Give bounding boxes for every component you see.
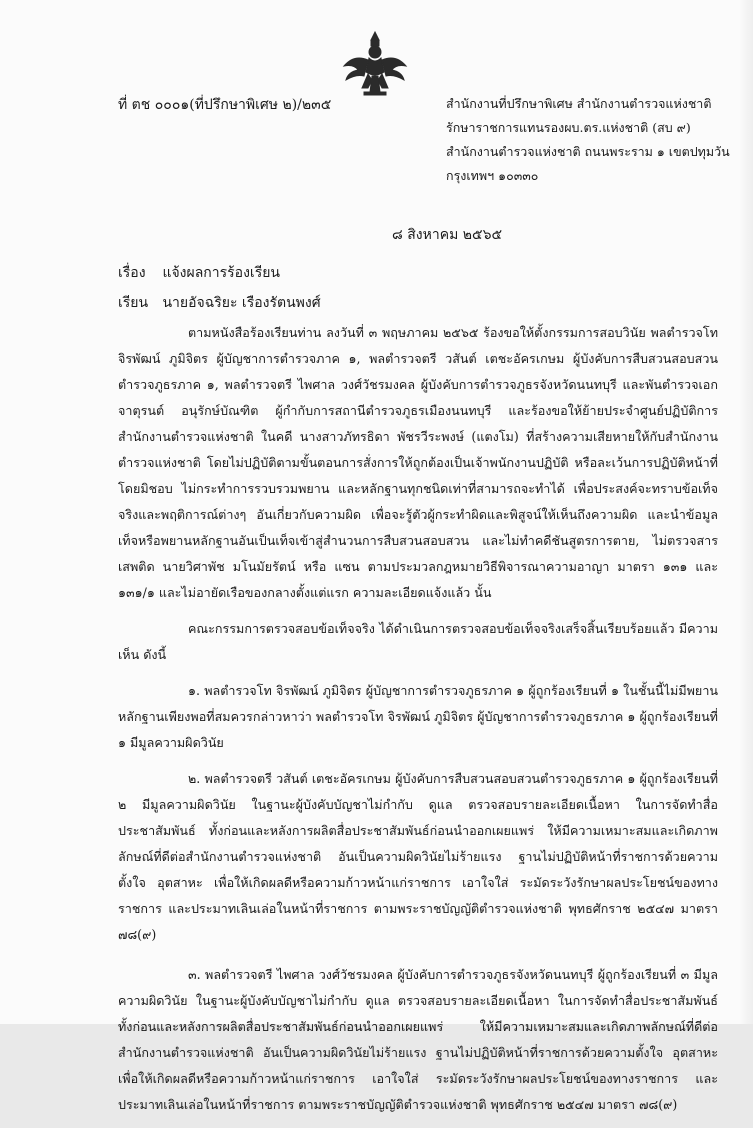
garuda-emblem-icon xyxy=(340,28,410,100)
office-line: รักษาราชการแทนรองผบ.ตร.แห่งชาติ (สบ ๙) xyxy=(446,120,691,135)
office-line: กรุงเทพฯ ๑๐๓๓๐ xyxy=(446,168,539,183)
page-edge-shadow xyxy=(739,0,753,1024)
body-paragraph: ตามหนังสือร้องเรียนท่าน ลงวันที่ ๓ พฤษภาคม ๒๕๖๕ ร้องขอให้ตั้งกรรมการสอบวินัย พลตำรวจโท จิรพัฒน์ ภูมิจิตร ผู้บัญชาการตำรวจภาค ๑, พลตำรวจตรี วสันต์ เตชะอัครเกษม ผู้บังคับการสืบสวนสอบสวนตำรวจภูธรภาค ๑, พลตำรวจตรี ไพศาล วงศ์วัชรมงคล ผู้บังคับการตำรวจภูธรจังหวัดนนทบุรี และพันตำรวจเอก จาตุรนต์ อนุรักษ์บัณฑิต ผู้กำกับการสถานีตำรวจภูธรเมืองนนทบุรี และร้องขอให้ย้ายประจำศูนย์ปฏิบัติการ สำนักงานตำรวจแห่งชาติ ในคดี นางสาวภัทรธิดา พัชรวีระพงษ์ (แตงโม) ที่สร้างความเสียหายให้กับสำนักงานตำรวจแห่งชาติ โดยไม่ปฏิบัติตามขั้นตอนการสั่งการให้ถูกต้องเป็นเจ้าพนักงานปฏิบัติ หรือละเว้นการปฏิบัติหน้าที่โดยมิชอบ ไม่กระทำการรวบรวมพยาน และหลักฐานทุกชนิดเท่าที่สามารถจะทำได้ เพื่อประสงค์จะทราบข้อเท็จจริงและพฤติการณ์ต่างๆ อันเกี่ยวกับความผิด เพื่อจะรู้ตัวผู้กระทำผิดและพิสูจน์ให้เห็นถึงความผิด และนำข้อมูลเท็จหรือพยานหลักฐานอันเป็นเท็จเข้าสู่สำนวนการสืบสวนสอบสวน และไม่ทำคดีชันสูตรการตาย, ไม่ตรวจสารเสพติด นายวิศาพัช มโนมัยรัตน์ หรือ แซน ตามประมวลกฎหมายวิธีพิจารณาความอาญา มาตรา ๑๓๑ และ ๑๓๑/๑ และไม่อายัดเรือของกลางตั้งแต่แรก ความละเอียดแจ้งแล้ว นั้น xyxy=(118,325,718,600)
office-address xyxy=(446,92,738,188)
recipient-line xyxy=(118,292,321,314)
office-line: สำนักงานที่ปรึกษาพิเศษ สำนักงานตำรวจแห่งชาติ xyxy=(446,96,712,111)
document-number: ที่ ตช ๐๐๐๑(ที่ปรึกษาพิเศษ ๒)/๒๓๕ xyxy=(118,97,332,113)
recipient-text: นายอัจฉริยะ เรืองรัตนพงศ์ xyxy=(162,295,321,311)
letter-date: ๘ สิงหาคม ๒๕๖๕ xyxy=(392,227,503,243)
body-paragraph: ๒. พลตำรวจตรี วสันต์ เตชะอัครเกษม ผู้บังคับการสืบสวนสอบสวนตำรวจภูธรภาค ๑ ผู้ถูกร้องเรียนที่ ๒ มีมูลความผิดวินัย ในฐานะผู้บังคับบัญชาไม่กำกับ ดูแล ตรวจสอบรายละเอียดเนื้อหา ในการจัดทำสื่อประชาสัมพันธ์ ทั้งก่อนและหลังการผลิตสื่อประชาสัมพันธ์ก่อนนำออกเผยแพร่ ให้มีความเหมาะสมและเกิดภาพลักษณ์ที่ดีต่อสำนักงานตำรวจแห่งชาติ อันเป็นความผิดวินัยไม่ร้ายแรง ฐานไม่ปฏิบัติหน้าที่ราชการด้วยความตั้งใจ อุตสาหะ เพื่อให้เกิดผลดีหรือความก้าวหน้าแก่ราชการ เอาใจใส่ ระมัดระวังรักษาผลประโยชน์ของทางราชการ และประมาทเลินเล่อในหน้าที่ราชการ ตามพระราชบัญญัติตำรวจแห่งชาติ พุทธศักราช ๒๕๔๗ มาตรา ๗๘(๙) xyxy=(118,771,718,942)
body-paragraph: ๑. พลตำรวจโท จิรพัฒน์ ภูมิจิตร ผู้บัญชาการตำรวจภูธรภาค ๑ ผู้ถูกร้องเรียนที่ ๑ ในชั้นนี้ไม่มีพยานหลักฐานเพียงพอที่สมควรกล่าวหาว่า พลตำรวจโท จิรพัฒน์ ภูมิจิตร ผู้บัญชาการตำรวจภูธรภาค ๑ ผู้ถูกร้องเรียนที่ ๑ มีมูลความผิดวินัย xyxy=(118,683,718,750)
body-paragraph: คณะกรรมการตรวจสอบข้อเท็จจริง ได้ดำเนินการตรวจสอบข้อเท็จจริงเสร็จสิ้นเรียบร้อยแล้ว มีความเห็น ดังนี้ xyxy=(118,621,718,662)
recipient-label: เรียน xyxy=(118,295,149,311)
subject-label: เรื่อง xyxy=(118,265,146,281)
body-paragraph: ๓. พลตำรวจตรี ไพศาล วงศ์วัชรมงคล ผู้บังคับการตำรวจภูธรจังหวัดนนทบุรี ผู้ถูกร้องเรียนที่ ๓ มีมูลความผิดวินัย ในฐานะผู้บังคับบัญชาไม่กำกับ ดูแล ตรวจสอบรายละเอียดเนื้อหา ในการจัดทำสื่อประชาสัมพันธ์ ทั้งก่อนและหลังการผลิตสื่อประชาสัมพันธ์ก่อนนำออกเผยแพร่ ให้มีความเหมาะสมและเกิดภาพลักษณ์ที่ดีต่อสำนักงานตำรวจแห่งชาติ อันเป็นความผิดวินัยไม่ร้ายแรง ฐานไม่ปฏิบัติหน้าที่ราชการด้วยความตั้งใจ อุตสาหะ เพื่อให้เกิดผลดีหรือความก้าวหน้าแก่ราชการ เอาใจใส่ ระมัดระวังรักษาผลประโยชน์ของทางราชการ และประมาทเลินเล่อในหน้าที่ราชการ ตามพระราชบัญญัติตำรวจแห่งชาติ พุทธศักราช ๒๕๔๗ มาตรา ๗๘(๙) xyxy=(118,967,718,1112)
office-line: สำนักงานตำรวจแห่งชาติ ถนนพระราม ๑ เขตปทุมวัน xyxy=(446,144,730,159)
letter-body xyxy=(118,320,718,1128)
subject-line xyxy=(118,262,280,284)
subject-text: แจ้งผลการร้องเรียน xyxy=(162,265,280,281)
